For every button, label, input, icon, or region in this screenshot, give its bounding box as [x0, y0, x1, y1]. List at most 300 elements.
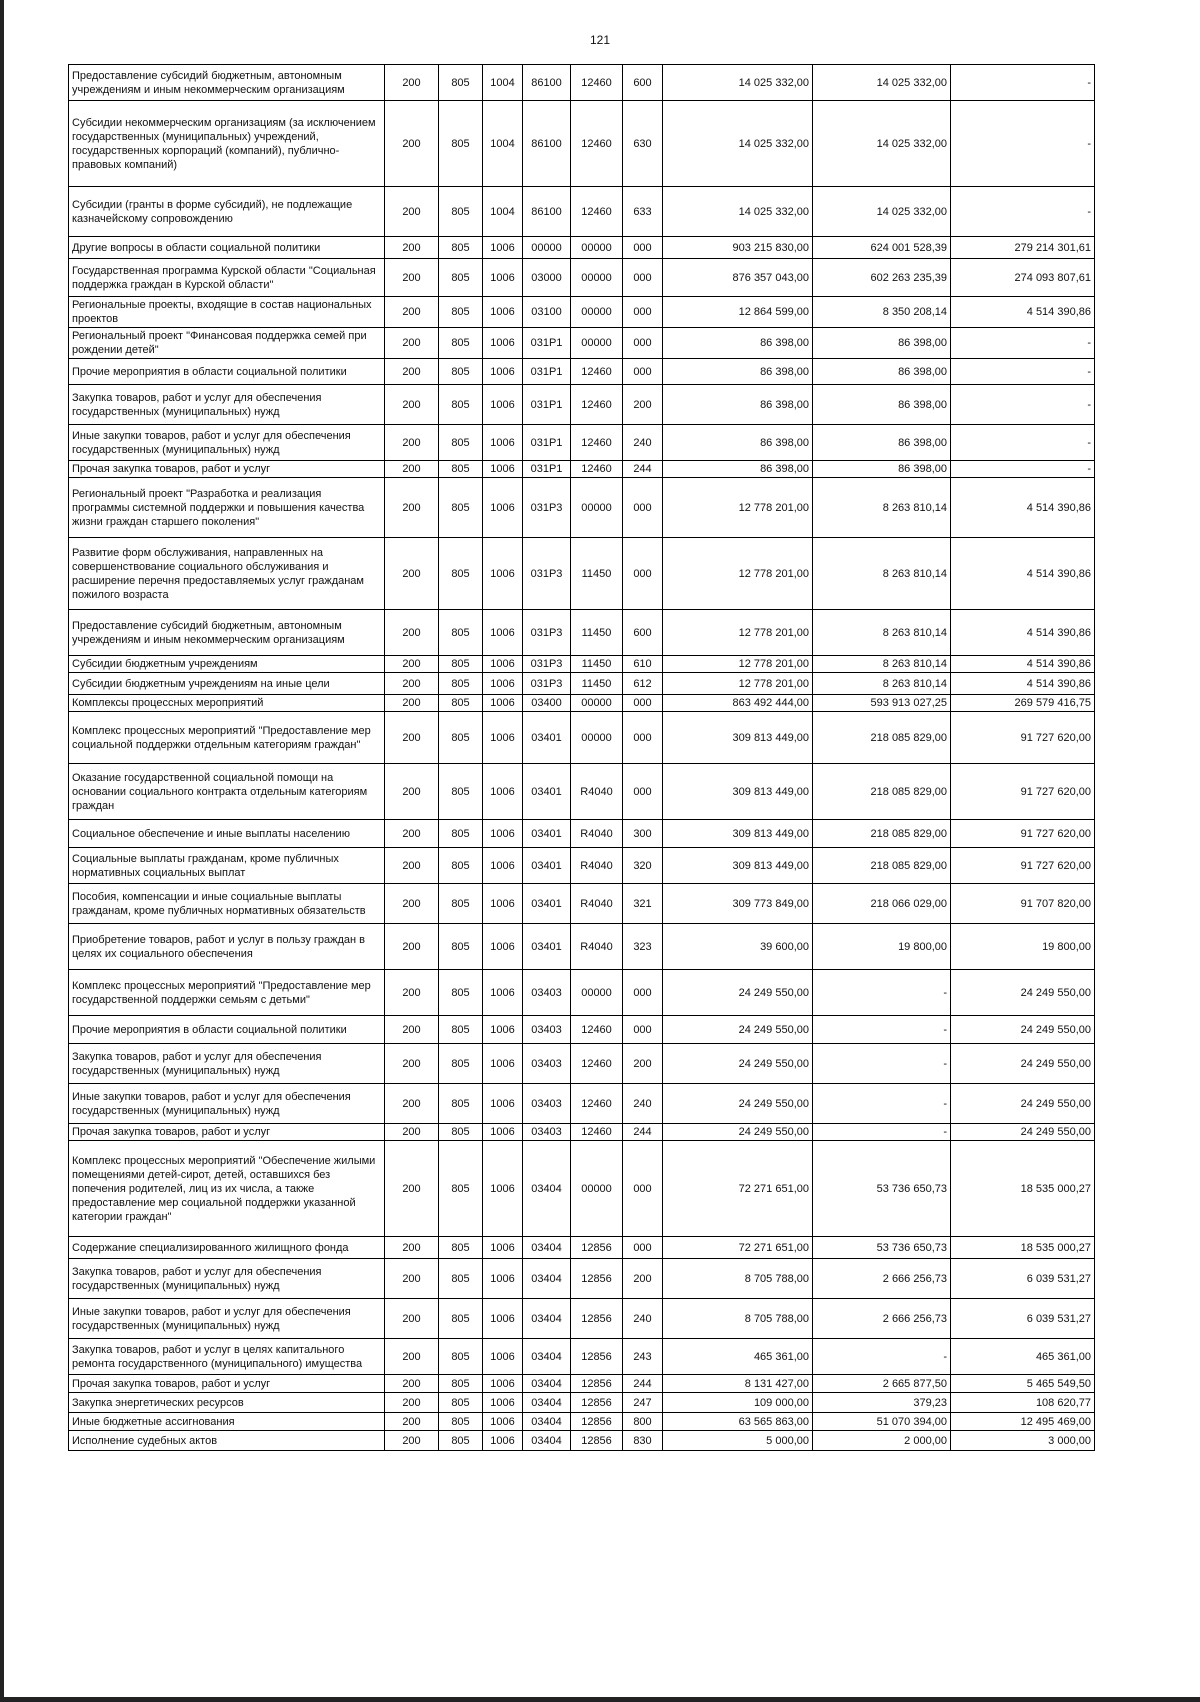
- cell-code-expense-type: 244: [623, 461, 663, 478]
- cell-code-program: 86100: [523, 187, 571, 237]
- cell-code-section: 1006: [483, 656, 523, 673]
- cell-code-program: 031P1: [523, 425, 571, 461]
- cell-code-direction: 11450: [571, 656, 623, 673]
- table-row: [69, 764, 1095, 820]
- cell-amount-executed: 86 398,00: [813, 425, 951, 461]
- cell-code-dept: 805: [439, 610, 483, 656]
- table-row: [69, 359, 1095, 385]
- cell-name: Закупка товаров, работ и услуг для обеспечения государственных (муниципальных) нужд: [69, 1044, 385, 1084]
- cell-code-admin: 200: [385, 820, 439, 848]
- cell-amount-planned: 12 778 201,00: [663, 673, 813, 695]
- cell-code-expense-type: 600: [623, 65, 663, 101]
- cell-code-direction: 12460: [571, 187, 623, 237]
- cell-amount-remaining: 91 727 620,00: [951, 712, 1095, 764]
- cell-amount-planned: 309 813 449,00: [663, 820, 813, 848]
- cell-amount-remaining: -: [951, 187, 1095, 237]
- cell-code-dept: 805: [439, 237, 483, 259]
- table-row: [69, 610, 1095, 656]
- cell-code-dept: 805: [439, 259, 483, 297]
- cell-code-expense-type: 612: [623, 673, 663, 695]
- cell-code-admin: 200: [385, 1375, 439, 1393]
- cell-code-expense-type: 244: [623, 1124, 663, 1141]
- table-row: [69, 695, 1095, 712]
- cell-amount-executed: -: [813, 970, 951, 1016]
- cell-code-program: 03401: [523, 820, 571, 848]
- cell-amount-remaining: 19 800,00: [951, 924, 1095, 970]
- cell-name: Региональный проект "Финансовая поддержка семей при рождении детей": [69, 328, 385, 359]
- cell-amount-remaining: 91 727 620,00: [951, 764, 1095, 820]
- cell-amount-executed: -: [813, 1044, 951, 1084]
- cell-name: Иные закупки товаров, работ и услуг для обеспечения государственных (муниципальных) нужд: [69, 1084, 385, 1124]
- cell-amount-planned: 63 565 863,00: [663, 1413, 813, 1431]
- cell-code-section: 1006: [483, 359, 523, 385]
- cell-amount-remaining: 24 249 550,00: [951, 1084, 1095, 1124]
- cell-name: Субсидии (гранты в форме субсидий), не подлежащие казначейскому сопровождению: [69, 187, 385, 237]
- cell-code-program: 03401: [523, 924, 571, 970]
- cell-code-section: 1006: [483, 1259, 523, 1299]
- table-row: [69, 259, 1095, 297]
- cell-code-expense-type: 244: [623, 1375, 663, 1393]
- table-row: [69, 924, 1095, 970]
- cell-code-expense-type: 000: [623, 712, 663, 764]
- cell-amount-remaining: -: [951, 328, 1095, 359]
- cell-amount-planned: 24 249 550,00: [663, 1016, 813, 1044]
- table-row: [69, 848, 1095, 884]
- cell-code-dept: 805: [439, 1431, 483, 1451]
- table-row: [69, 297, 1095, 328]
- cell-code-section: 1006: [483, 1299, 523, 1339]
- cell-code-direction: R4040: [571, 848, 623, 884]
- cell-amount-executed: 218 085 829,00: [813, 712, 951, 764]
- cell-code-admin: 200: [385, 1141, 439, 1237]
- cell-code-program: 03404: [523, 1375, 571, 1393]
- cell-code-admin: 200: [385, 1259, 439, 1299]
- cell-code-section: 1006: [483, 461, 523, 478]
- cell-code-admin: 200: [385, 712, 439, 764]
- cell-amount-executed: 14 025 332,00: [813, 187, 951, 237]
- cell-code-dept: 805: [439, 764, 483, 820]
- cell-code-program: 86100: [523, 65, 571, 101]
- table-row: [69, 328, 1095, 359]
- cell-amount-remaining: -: [951, 101, 1095, 187]
- cell-code-dept: 805: [439, 1375, 483, 1393]
- cell-code-program: 86100: [523, 101, 571, 187]
- table-row: [69, 712, 1095, 764]
- cell-code-direction: 12856: [571, 1237, 623, 1259]
- cell-amount-executed: 379,23: [813, 1393, 951, 1413]
- cell-amount-planned: 39 600,00: [663, 924, 813, 970]
- cell-code-section: 1006: [483, 328, 523, 359]
- cell-amount-planned: 72 271 651,00: [663, 1141, 813, 1237]
- cell-amount-planned: 24 249 550,00: [663, 1084, 813, 1124]
- cell-code-dept: 805: [439, 478, 483, 538]
- cell-code-dept: 805: [439, 328, 483, 359]
- cell-code-direction: 00000: [571, 970, 623, 1016]
- cell-code-expense-type: 000: [623, 259, 663, 297]
- cell-amount-remaining: 24 249 550,00: [951, 970, 1095, 1016]
- cell-amount-planned: 876 357 043,00: [663, 259, 813, 297]
- cell-code-section: 1006: [483, 673, 523, 695]
- cell-name: Региональные проекты, входящие в состав национальных проектов: [69, 297, 385, 328]
- cell-code-dept: 805: [439, 1016, 483, 1044]
- cell-name: Прочая закупка товаров, работ и услуг: [69, 1375, 385, 1393]
- table-row: [69, 385, 1095, 425]
- cell-name: Другие вопросы в области социальной политики: [69, 237, 385, 259]
- cell-code-admin: 200: [385, 1084, 439, 1124]
- cell-code-admin: 200: [385, 848, 439, 884]
- cell-code-program: 03404: [523, 1259, 571, 1299]
- cell-amount-planned: 309 813 449,00: [663, 848, 813, 884]
- cell-code-expense-type: 243: [623, 1339, 663, 1375]
- cell-amount-remaining: 18 535 000,27: [951, 1141, 1095, 1237]
- cell-amount-executed: 86 398,00: [813, 359, 951, 385]
- cell-code-admin: 200: [385, 610, 439, 656]
- cell-name: Государственная программа Курской области "Социальная поддержка граждан в Курской области": [69, 259, 385, 297]
- cell-code-admin: 200: [385, 328, 439, 359]
- cell-code-dept: 805: [439, 538, 483, 610]
- table-row: [69, 65, 1095, 101]
- budget-table-body: [69, 65, 1095, 1451]
- cell-amount-executed: 8 263 810,14: [813, 538, 951, 610]
- cell-code-program: 031P1: [523, 328, 571, 359]
- cell-name: Комплексы процессных мероприятий: [69, 695, 385, 712]
- table-row: [69, 673, 1095, 695]
- cell-amount-remaining: 4 514 390,86: [951, 610, 1095, 656]
- cell-code-program: 03404: [523, 1237, 571, 1259]
- cell-code-admin: 200: [385, 1124, 439, 1141]
- cell-code-program: 03401: [523, 764, 571, 820]
- cell-amount-remaining: 4 514 390,86: [951, 538, 1095, 610]
- cell-code-direction: 12460: [571, 1016, 623, 1044]
- cell-code-admin: 200: [385, 259, 439, 297]
- table-row: [69, 461, 1095, 478]
- table-row: [69, 187, 1095, 237]
- cell-code-admin: 200: [385, 884, 439, 924]
- cell-amount-remaining: 108 620,77: [951, 1393, 1095, 1413]
- cell-name: Пособия, компенсации и иные социальные выплаты гражданам, кроме публичных нормативных обязательств: [69, 884, 385, 924]
- cell-code-admin: 200: [385, 478, 439, 538]
- cell-amount-executed: 218 085 829,00: [813, 848, 951, 884]
- cell-code-direction: 00000: [571, 297, 623, 328]
- cell-code-dept: 805: [439, 187, 483, 237]
- cell-code-direction: 12460: [571, 461, 623, 478]
- cell-amount-executed: 8 263 810,14: [813, 673, 951, 695]
- cell-code-dept: 805: [439, 1299, 483, 1339]
- cell-amount-remaining: 465 361,00: [951, 1339, 1095, 1375]
- cell-code-dept: 805: [439, 1413, 483, 1431]
- cell-amount-executed: -: [813, 1084, 951, 1124]
- cell-code-section: 1006: [483, 1431, 523, 1451]
- cell-code-section: 1006: [483, 1141, 523, 1237]
- cell-code-expense-type: 300: [623, 820, 663, 848]
- cell-code-admin: 200: [385, 656, 439, 673]
- cell-code-expense-type: 321: [623, 884, 663, 924]
- cell-amount-remaining: -: [951, 425, 1095, 461]
- cell-amount-remaining: 6 039 531,27: [951, 1259, 1095, 1299]
- cell-amount-planned: 24 249 550,00: [663, 1044, 813, 1084]
- cell-code-direction: R4040: [571, 924, 623, 970]
- cell-name: Комплекс процессных мероприятий "Обеспечение жилыми помещениями детей-сирот, детей, оставшихся без попечения родителей, лиц из их числа, а также предоставление мер социальной поддержки указанной категории граждан": [69, 1141, 385, 1237]
- cell-code-section: 1006: [483, 970, 523, 1016]
- cell-amount-planned: 12 778 201,00: [663, 610, 813, 656]
- table-row: [69, 1375, 1095, 1393]
- cell-code-program: 03404: [523, 1299, 571, 1339]
- cell-code-program: 031P3: [523, 673, 571, 695]
- cell-code-section: 1006: [483, 764, 523, 820]
- table-row: [69, 1299, 1095, 1339]
- cell-code-expense-type: 830: [623, 1431, 663, 1451]
- cell-code-admin: 200: [385, 1393, 439, 1413]
- cell-amount-executed: 8 350 208,14: [813, 297, 951, 328]
- cell-code-dept: 805: [439, 1124, 483, 1141]
- cell-code-expense-type: 320: [623, 848, 663, 884]
- cell-code-dept: 805: [439, 695, 483, 712]
- scan-edge-bottom: [0, 1697, 1200, 1702]
- cell-code-direction: 11450: [571, 538, 623, 610]
- cell-code-expense-type: 600: [623, 610, 663, 656]
- cell-code-expense-type: 000: [623, 359, 663, 385]
- cell-amount-remaining: 4 514 390,86: [951, 673, 1095, 695]
- cell-code-admin: 200: [385, 297, 439, 328]
- cell-code-admin: 200: [385, 359, 439, 385]
- cell-code-program: 03100: [523, 297, 571, 328]
- cell-code-admin: 200: [385, 1044, 439, 1084]
- cell-amount-remaining: 274 093 807,61: [951, 259, 1095, 297]
- cell-code-direction: 12460: [571, 1084, 623, 1124]
- cell-name: Исполнение судебных актов: [69, 1431, 385, 1451]
- cell-code-expense-type: 000: [623, 695, 663, 712]
- cell-code-direction: R4040: [571, 884, 623, 924]
- cell-amount-executed: 624 001 528,39: [813, 237, 951, 259]
- cell-amount-remaining: -: [951, 385, 1095, 425]
- cell-code-section: 1006: [483, 1084, 523, 1124]
- cell-code-section: 1004: [483, 65, 523, 101]
- cell-code-expense-type: 000: [623, 970, 663, 1016]
- table-row: [69, 1237, 1095, 1259]
- cell-code-direction: 00000: [571, 259, 623, 297]
- cell-code-expense-type: 240: [623, 1084, 663, 1124]
- cell-code-direction: 00000: [571, 1141, 623, 1237]
- cell-code-program: 031P1: [523, 461, 571, 478]
- cell-code-program: 03404: [523, 1431, 571, 1451]
- cell-name: Комплекс процессных мероприятий "Предоставление мер государственной поддержки семьям с детьми": [69, 970, 385, 1016]
- cell-name: Предоставление субсидий бюджетным, автономным учреждениям и иным некоммерческим организациям: [69, 610, 385, 656]
- cell-amount-executed: 8 263 810,14: [813, 656, 951, 673]
- cell-code-direction: 12856: [571, 1339, 623, 1375]
- cell-amount-executed: 218 066 029,00: [813, 884, 951, 924]
- cell-code-program: 03000: [523, 259, 571, 297]
- cell-code-program: 00000: [523, 237, 571, 259]
- cell-amount-planned: 109 000,00: [663, 1393, 813, 1413]
- cell-amount-planned: 86 398,00: [663, 359, 813, 385]
- cell-code-dept: 805: [439, 712, 483, 764]
- cell-code-program: 031P3: [523, 656, 571, 673]
- cell-code-direction: 12460: [571, 1044, 623, 1084]
- cell-code-dept: 805: [439, 656, 483, 673]
- cell-code-expense-type: 000: [623, 328, 663, 359]
- cell-code-direction: 00000: [571, 712, 623, 764]
- cell-name: Иные закупки товаров, работ и услуг для обеспечения государственных (муниципальных) нужд: [69, 1299, 385, 1339]
- cell-code-section: 1006: [483, 259, 523, 297]
- cell-amount-remaining: 269 579 416,75: [951, 695, 1095, 712]
- cell-code-program: 03401: [523, 884, 571, 924]
- cell-name: Прочая закупка товаров, работ и услуг: [69, 461, 385, 478]
- cell-code-admin: 200: [385, 1237, 439, 1259]
- cell-code-direction: 12460: [571, 101, 623, 187]
- cell-code-expense-type: 000: [623, 538, 663, 610]
- cell-code-expense-type: 240: [623, 1299, 663, 1339]
- cell-code-section: 1006: [483, 610, 523, 656]
- cell-code-dept: 805: [439, 385, 483, 425]
- cell-code-section: 1006: [483, 385, 523, 425]
- cell-amount-executed: 2 665 877,50: [813, 1375, 951, 1393]
- cell-code-expense-type: 610: [623, 656, 663, 673]
- cell-amount-executed: -: [813, 1016, 951, 1044]
- cell-name: Содержание специализированного жилищного фонда: [69, 1237, 385, 1259]
- cell-name: Оказание государственной социальной помощи на основании социального контракта отдельным категориям граждан: [69, 764, 385, 820]
- cell-amount-remaining: 4 514 390,86: [951, 297, 1095, 328]
- cell-code-dept: 805: [439, 1237, 483, 1259]
- cell-code-section: 1006: [483, 1375, 523, 1393]
- cell-code-program: 03404: [523, 1339, 571, 1375]
- cell-code-expense-type: 200: [623, 385, 663, 425]
- cell-code-expense-type: 000: [623, 1237, 663, 1259]
- cell-amount-executed: 14 025 332,00: [813, 65, 951, 101]
- cell-code-dept: 805: [439, 820, 483, 848]
- cell-amount-executed: 14 025 332,00: [813, 101, 951, 187]
- cell-amount-planned: 24 249 550,00: [663, 970, 813, 1016]
- cell-code-dept: 805: [439, 848, 483, 884]
- cell-amount-planned: 24 249 550,00: [663, 1124, 813, 1141]
- cell-amount-planned: 309 813 449,00: [663, 712, 813, 764]
- cell-name: Региональный проект "Разработка и реализация программы системной поддержки и повышения качества жизни граждан старшего поколения": [69, 478, 385, 538]
- cell-code-dept: 805: [439, 1084, 483, 1124]
- cell-name: Иные бюджетные ассигнования: [69, 1413, 385, 1431]
- cell-amount-executed: 53 736 650,73: [813, 1141, 951, 1237]
- cell-code-dept: 805: [439, 1339, 483, 1375]
- cell-code-section: 1006: [483, 1016, 523, 1044]
- cell-code-dept: 805: [439, 1141, 483, 1237]
- table-row: [69, 1413, 1095, 1431]
- cell-code-direction: 12856: [571, 1375, 623, 1393]
- cell-name: Субсидии бюджетным учреждениям: [69, 656, 385, 673]
- table-row: [69, 101, 1095, 187]
- cell-code-direction: 00000: [571, 695, 623, 712]
- cell-code-expense-type: 000: [623, 297, 663, 328]
- cell-code-section: 1006: [483, 1124, 523, 1141]
- cell-amount-executed: 218 085 829,00: [813, 764, 951, 820]
- cell-code-direction: 00000: [571, 237, 623, 259]
- cell-name: Комплекс процессных мероприятий "Предоставление мер социальной поддержки отдельным категориям граждан": [69, 712, 385, 764]
- cell-amount-planned: 86 398,00: [663, 328, 813, 359]
- cell-amount-planned: 14 025 332,00: [663, 101, 813, 187]
- cell-code-direction: 00000: [571, 328, 623, 359]
- cell-name: Предоставление субсидий бюджетным, автономным учреждениям и иным некоммерческим организациям: [69, 65, 385, 101]
- cell-code-expense-type: 240: [623, 425, 663, 461]
- cell-code-admin: 200: [385, 1431, 439, 1451]
- cell-amount-planned: 8 705 788,00: [663, 1259, 813, 1299]
- cell-name: Закупка товаров, работ и услуг для обеспечения государственных (муниципальных) нужд: [69, 1259, 385, 1299]
- cell-code-program: 03403: [523, 1016, 571, 1044]
- cell-name: Приобретение товаров, работ и услуг в пользу граждан в целях их социального обеспечения: [69, 924, 385, 970]
- cell-code-program: 03403: [523, 1124, 571, 1141]
- cell-code-dept: 805: [439, 425, 483, 461]
- cell-amount-remaining: 91 707 820,00: [951, 884, 1095, 924]
- cell-code-admin: 200: [385, 1339, 439, 1375]
- table-row: [69, 1124, 1095, 1141]
- cell-code-program: 031P3: [523, 610, 571, 656]
- cell-code-admin: 200: [385, 764, 439, 820]
- cell-code-dept: 805: [439, 1259, 483, 1299]
- cell-code-section: 1004: [483, 101, 523, 187]
- cell-code-admin: 200: [385, 237, 439, 259]
- cell-name: Закупка товаров, работ и услуг в целях капитального ремонта государственного (муниципального) имущества: [69, 1339, 385, 1375]
- cell-code-section: 1006: [483, 695, 523, 712]
- table-row: [69, 656, 1095, 673]
- cell-code-section: 1006: [483, 1339, 523, 1375]
- cell-amount-remaining: 279 214 301,61: [951, 237, 1095, 259]
- cell-amount-remaining: -: [951, 65, 1095, 101]
- cell-amount-executed: -: [813, 1124, 951, 1141]
- cell-name: Иные закупки товаров, работ и услуг для обеспечения государственных (муниципальных) нужд: [69, 425, 385, 461]
- table-row: [69, 1339, 1095, 1375]
- cell-code-admin: 200: [385, 695, 439, 712]
- cell-code-dept: 805: [439, 1393, 483, 1413]
- table-row: [69, 1016, 1095, 1044]
- cell-code-expense-type: 633: [623, 187, 663, 237]
- cell-code-expense-type: 200: [623, 1044, 663, 1084]
- table-row: [69, 1393, 1095, 1413]
- cell-code-program: 03404: [523, 1141, 571, 1237]
- cell-amount-planned: 309 813 449,00: [663, 764, 813, 820]
- cell-amount-planned: 14 025 332,00: [663, 65, 813, 101]
- cell-name: Прочие мероприятия в области социальной политики: [69, 359, 385, 385]
- cell-code-section: 1006: [483, 1237, 523, 1259]
- cell-amount-planned: 12 778 201,00: [663, 478, 813, 538]
- cell-amount-executed: 86 398,00: [813, 328, 951, 359]
- cell-code-expense-type: 800: [623, 1413, 663, 1431]
- table-row: [69, 425, 1095, 461]
- cell-amount-executed: 19 800,00: [813, 924, 951, 970]
- cell-amount-remaining: 5 465 549,50: [951, 1375, 1095, 1393]
- cell-code-section: 1006: [483, 478, 523, 538]
- cell-code-dept: 805: [439, 297, 483, 328]
- cell-code-admin: 200: [385, 924, 439, 970]
- cell-amount-planned: 465 361,00: [663, 1339, 813, 1375]
- cell-code-expense-type: 323: [623, 924, 663, 970]
- cell-code-dept: 805: [439, 884, 483, 924]
- cell-code-section: 1006: [483, 538, 523, 610]
- cell-code-section: 1004: [483, 187, 523, 237]
- cell-code-expense-type: 000: [623, 237, 663, 259]
- cell-amount-remaining: 18 535 000,27: [951, 1237, 1095, 1259]
- cell-amount-planned: 12 778 201,00: [663, 656, 813, 673]
- cell-code-program: 031P3: [523, 478, 571, 538]
- cell-code-direction: 12856: [571, 1393, 623, 1413]
- cell-name: Закупка энергетических ресурсов: [69, 1393, 385, 1413]
- cell-name: Развитие форм обслуживания, направленных на совершенствование социального обслуживания и расширение перечня предоставляемых услуг гражданам пожилого возраста: [69, 538, 385, 610]
- table-row: [69, 884, 1095, 924]
- cell-code-dept: 805: [439, 924, 483, 970]
- cell-amount-remaining: 6 039 531,27: [951, 1299, 1095, 1339]
- cell-code-dept: 805: [439, 1044, 483, 1084]
- cell-code-dept: 805: [439, 970, 483, 1016]
- cell-code-program: 03403: [523, 1084, 571, 1124]
- cell-code-dept: 805: [439, 65, 483, 101]
- cell-code-dept: 805: [439, 461, 483, 478]
- table-row: [69, 970, 1095, 1016]
- table-row: [69, 820, 1095, 848]
